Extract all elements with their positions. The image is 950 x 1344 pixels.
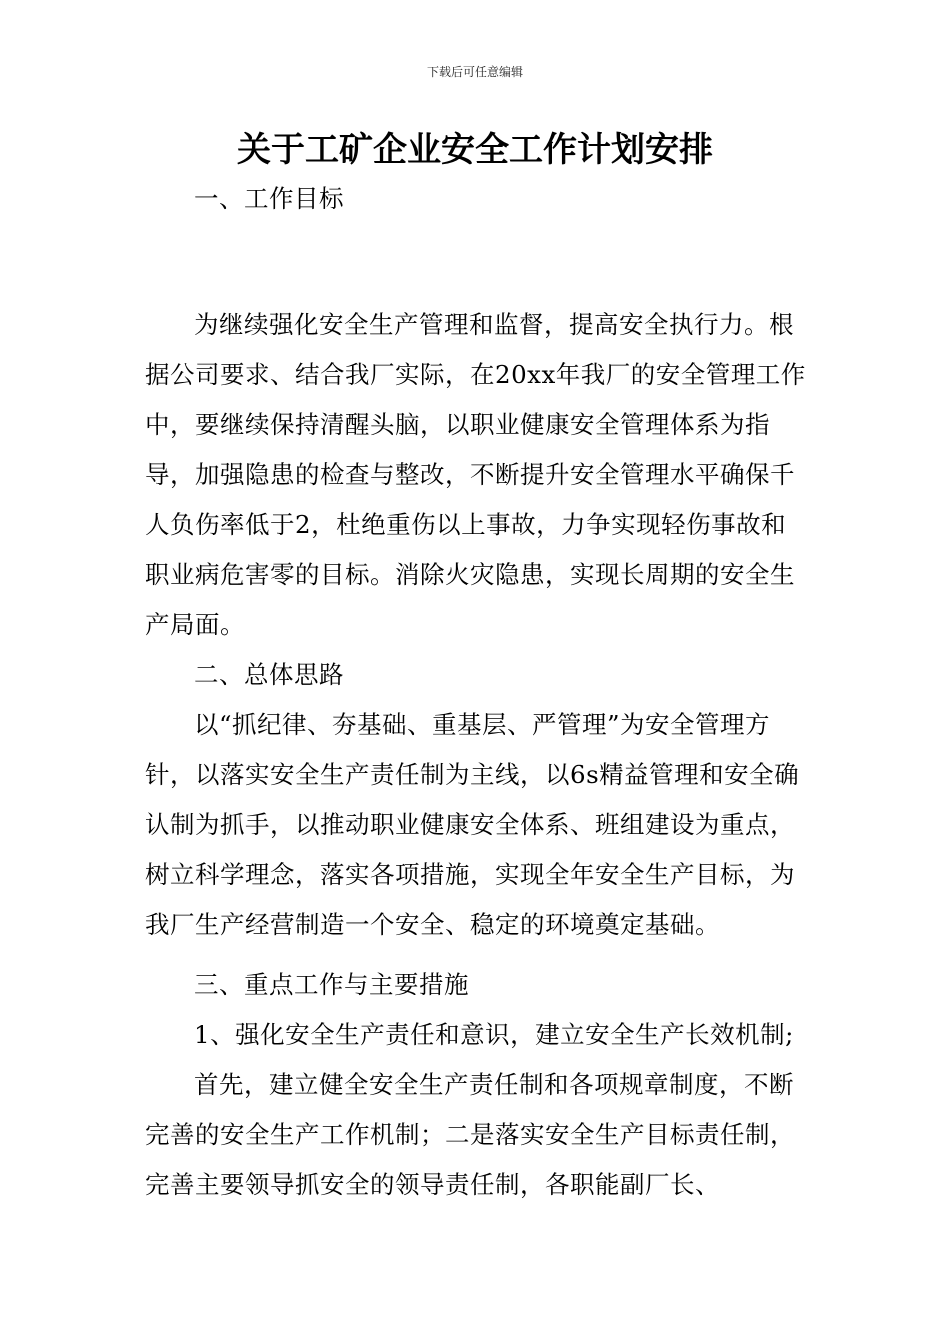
paragraph-approach: 以“抓纪律、夯基础、重基层、严管理”为安全管理方针，以落实安全生产责任制为主线，以6s精益管理和安全确认制为抓手，以推动职业健康安全体系、班组建设为重点，树立科学理念，落实各项措施，实现全年安全生产目标，为我厂生产经营制造一个安全、稳定的环境奠定基础。 [145, 710, 800, 939]
spacer [145, 224, 810, 300]
header-note: 下载后可任意编辑 [426, 65, 523, 79]
document-body [145, 174, 810, 1210]
paragraph-measures: 首先，建立健全安全生产责任制和各项规章制度，不断完善的安全生产工作机制；二是落实安全生产目标责任制，完善主要领导抓安全的领导责任制，各职能副厂长、 [145, 1070, 795, 1199]
paragraph-goals: 为继续强化安全生产管理和监督，提高安全执行力。根据公司要求、结合我厂实际，在20xx年我厂的安全管理工作中，要继续保持清醒头脑，以职业健康安全管理体系为指导，加强隐患的检查与整改，不断提升安全管理水平确保千人负伤率低于2，杜绝重伤以上事故，力争实现轻伤事故和职业病危害零的目标。消除火灾隐患，实现长周期的安全生产局面。 [145, 310, 806, 639]
section-heading-goals: 一、工作目标 [194, 184, 344, 213]
document-title: 关于工矿企业安全工作计划安排 [237, 130, 713, 170]
spacer [145, 950, 810, 960]
section-heading-approach: 二、总体思路 [194, 660, 344, 689]
measure-item-1: 1、强化安全生产责任和意识，建立安全生产长效机制; [194, 1020, 794, 1049]
section-heading-measures: 三、重点工作与主要措施 [194, 970, 469, 999]
